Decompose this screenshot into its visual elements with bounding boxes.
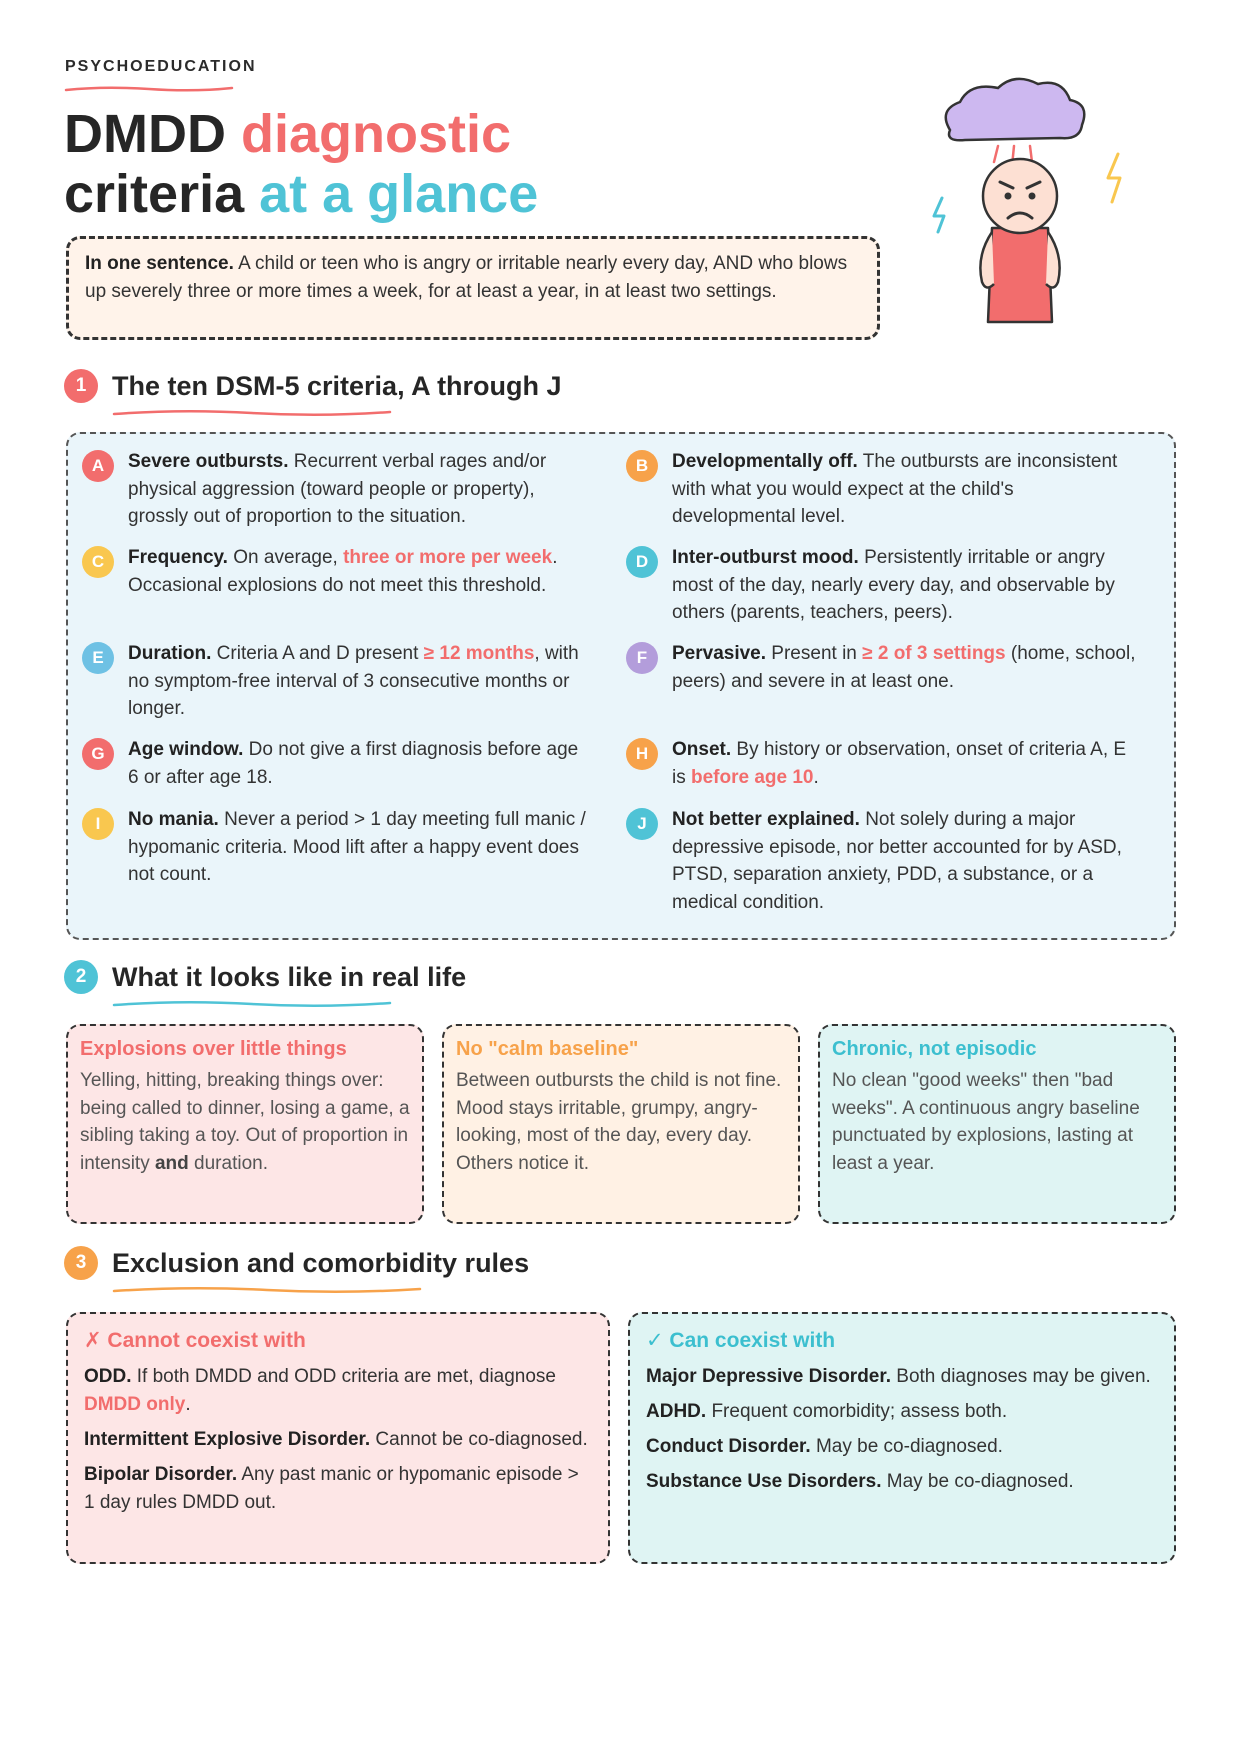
- criterion-c: [82, 544, 592, 599]
- criterion-badge: B: [626, 450, 658, 482]
- section-3-heading: [64, 1241, 529, 1285]
- cannot-coexist-box: [66, 1312, 610, 1564]
- title-line2-plain: criteria: [64, 164, 260, 224]
- real-life-card-3: [818, 1024, 1176, 1224]
- criterion-text: [672, 736, 1136, 791]
- can-item-conduct: [646, 1433, 1158, 1461]
- criterion-description-end: .: [813, 766, 819, 788]
- summary-text: A child or teen who is angry or irritable nearly every day, AND who blows up severely three or more times a week, for at least a year, in at least two settings.: [85, 253, 848, 302]
- cannot-item-ied-name: Intermittent Explosive Disorder.: [84, 1429, 371, 1450]
- criterion-name: Pervasive.: [672, 643, 767, 664]
- criterion-name: Developmentally off.: [672, 451, 858, 472]
- real-life-card-2: [442, 1024, 800, 1224]
- card-2-title: No "calm baseline": [456, 1038, 639, 1060]
- card-1-title: Explosions over little things: [80, 1038, 347, 1060]
- can-item-mdd: [646, 1363, 1158, 1391]
- can-item-adhd: [646, 1398, 1158, 1426]
- criterion-name: Inter-outburst mood.: [672, 547, 859, 568]
- cannot-item-odd-text: If both DMDD and ODD criteria are met, diagnose: [131, 1366, 557, 1387]
- can-coexist-box: [628, 1312, 1176, 1564]
- can-coexist-title: ✓ Can coexist with: [646, 1329, 836, 1352]
- title-line1-accent: diagnostic: [240, 104, 512, 164]
- criterion-description-end: , with no symptom-free interval of 3 consecutive months or longer.: [128, 643, 579, 719]
- criterion-description-end: . Occasional explosions do not meet this threshold.: [128, 547, 558, 596]
- criterion-text: [672, 640, 1136, 695]
- can-item-substance: [646, 1468, 1158, 1496]
- criterion-name: Age window.: [128, 739, 244, 760]
- section-2-underline: [112, 999, 392, 1009]
- cannot-item-odd: [84, 1363, 592, 1419]
- criterion-f: [626, 640, 1136, 695]
- cannot-item-bipolar: [84, 1461, 592, 1517]
- criterion-highlight: before age 10: [691, 766, 814, 788]
- criterion-description: Not solely during a major depressive episode, nor better accounted for by ASD, PTSD, separation anxiety, PDD, a substance, or a medical condition.: [672, 809, 1122, 913]
- criterion-text: [672, 806, 1136, 916]
- can-item-conduct-text: May be co-diagnosed.: [810, 1436, 1003, 1457]
- can-item-mdd-name: Major Depressive Disorder.: [646, 1366, 891, 1387]
- angry-child-icon: [980, 159, 1059, 322]
- criterion-badge: J: [626, 808, 658, 840]
- criterion-name: No mania.: [128, 809, 219, 830]
- criterion-h: [626, 736, 1136, 791]
- criterion-text: [128, 736, 592, 791]
- eyebrow-underline: [64, 84, 234, 94]
- criterion-badge: E: [82, 642, 114, 674]
- storm-cloud-icon: [946, 79, 1085, 140]
- section-1-title: The ten DSM-5 criteria, A through J: [112, 370, 562, 401]
- summary-box: [66, 236, 880, 340]
- criterion-badge: A: [82, 450, 114, 482]
- cannot-item-ied-text: Cannot be co-diagnosed.: [370, 1429, 588, 1450]
- section-1-number: 1: [64, 369, 98, 403]
- card-2-body: Between outbursts the child is not fine. Mood stays irritable, grumpy, angry-looking, most of the day, every day. Others notice it.: [456, 1070, 782, 1174]
- criterion-text: [128, 640, 592, 723]
- criterion-badge: D: [626, 546, 658, 578]
- can-item-conduct-name: Conduct Disorder.: [646, 1436, 811, 1457]
- criterion-text: [128, 448, 592, 531]
- criterion-name: Onset.: [672, 739, 732, 760]
- criterion-g: [82, 736, 592, 791]
- criterion-description: By history or observation, onset of criteria A, E is: [672, 739, 1127, 788]
- title-line1-plain: DMDD: [64, 104, 241, 164]
- criterion-highlight: ≥ 2 of 3 settings: [862, 643, 1006, 664]
- criterion-b: [626, 448, 1136, 531]
- section-2-number: 2: [64, 960, 98, 994]
- criterion-j: [626, 806, 1136, 916]
- criterion-badge: I: [82, 808, 114, 840]
- cannot-item-odd-name: ODD.: [84, 1366, 132, 1387]
- criterion-name: Frequency.: [128, 547, 228, 568]
- criterion-badge: F: [626, 642, 658, 674]
- page-title: [64, 104, 538, 224]
- criterion-text: [128, 544, 592, 599]
- card-1-body: [80, 1067, 410, 1177]
- cannot-item-bipolar-name: Bipolar Disorder.: [84, 1464, 238, 1485]
- criterion-description: The outbursts are inconsistent with what you would expect at the child's developmental level.: [672, 451, 1118, 527]
- can-item-substance-text: May be co-diagnosed.: [881, 1471, 1074, 1492]
- section-1-heading: [64, 364, 562, 408]
- angry-child-illustration: [920, 70, 1140, 340]
- summary-lead: In one sentence.: [85, 253, 234, 274]
- criterion-text: [128, 806, 592, 889]
- section-2-title: What it looks like in real life: [112, 961, 467, 992]
- criterion-description: On average,: [227, 547, 344, 568]
- title-line2-accent: at a glance: [259, 164, 539, 224]
- section-3-title: Exclusion and comorbidity rules: [112, 1247, 530, 1278]
- card-1-text: Yelling, hitting, breaking things over: being called to dinner, losing a game, a sibling taking a toy. Out of proportion in intensity: [80, 1070, 410, 1174]
- card-3-body: No clean "good weeks" then "bad weeks". A continuous angry baseline punctuated by explosions, lasting at least a year.: [832, 1070, 1140, 1174]
- criterion-e: [82, 640, 592, 723]
- card-1-bold: and: [154, 1152, 189, 1174]
- criterion-description: Recurrent verbal rages and/or physical aggression (toward people or property), grossly out of proportion to the situation.: [128, 451, 547, 527]
- criterion-text: [672, 544, 1136, 627]
- section-3-number: 3: [64, 1246, 98, 1280]
- eyebrow-label: PSYCHOEDUCATION: [65, 58, 257, 75]
- criterion-name: Duration.: [128, 643, 212, 664]
- criterion-badge: C: [82, 546, 114, 578]
- criterion-text: [672, 448, 1136, 531]
- criterion-i: [82, 806, 592, 889]
- cannot-item-ied: [84, 1426, 592, 1454]
- criterion-description: Criteria A and D present: [211, 643, 424, 664]
- criterion-d: [626, 544, 1136, 627]
- section-1-underline: [112, 408, 392, 418]
- real-life-card-1: [66, 1024, 424, 1224]
- can-item-substance-name: Substance Use Disorders.: [646, 1471, 882, 1492]
- criterion-description: Do not give a first diagnosis before age 6 or after age 18.: [128, 739, 579, 788]
- can-item-adhd-text: Frequent comorbidity; assess both.: [706, 1401, 1008, 1422]
- criterion-name: Severe outbursts.: [128, 451, 289, 472]
- card-3-title: Chronic, not episodic: [832, 1038, 1037, 1060]
- cannot-item-odd-end: .: [185, 1394, 191, 1415]
- cannot-item-bipolar-text: Any past manic or hypomanic episode > 1 day rules DMDD out.: [84, 1464, 579, 1513]
- criterion-badge: G: [82, 738, 114, 770]
- criterion-name: Not better explained.: [672, 809, 860, 830]
- criterion-badge: H: [626, 738, 658, 770]
- cannot-coexist-title: ✗ Cannot coexist with: [84, 1329, 306, 1352]
- criterion-highlight: three or more per week: [343, 547, 553, 568]
- cannot-item-odd-highlight: DMDD only: [84, 1394, 186, 1415]
- can-item-mdd-text: Both diagnoses may be given.: [891, 1366, 1151, 1387]
- card-1-end: duration.: [188, 1152, 268, 1174]
- can-item-adhd-name: ADHD.: [646, 1401, 707, 1422]
- criterion-description: Persistently irritable or angry most of the day, nearly every day, and observable by others (parents, teachers, peers).: [672, 547, 1115, 623]
- criterion-description: Never a period > 1 day meeting full manic / hypomanic criteria. Mood lift after a happy event does not count.: [128, 809, 586, 885]
- criterion-highlight: ≥ 12 months: [423, 643, 535, 664]
- criterion-a: [82, 448, 592, 531]
- section-2-heading: [64, 955, 466, 999]
- criterion-description: Present in: [766, 643, 863, 664]
- section-3-underline: [112, 1285, 422, 1295]
- criterion-description-end: (home, school, peers) and severe in at least one.: [672, 643, 1136, 692]
